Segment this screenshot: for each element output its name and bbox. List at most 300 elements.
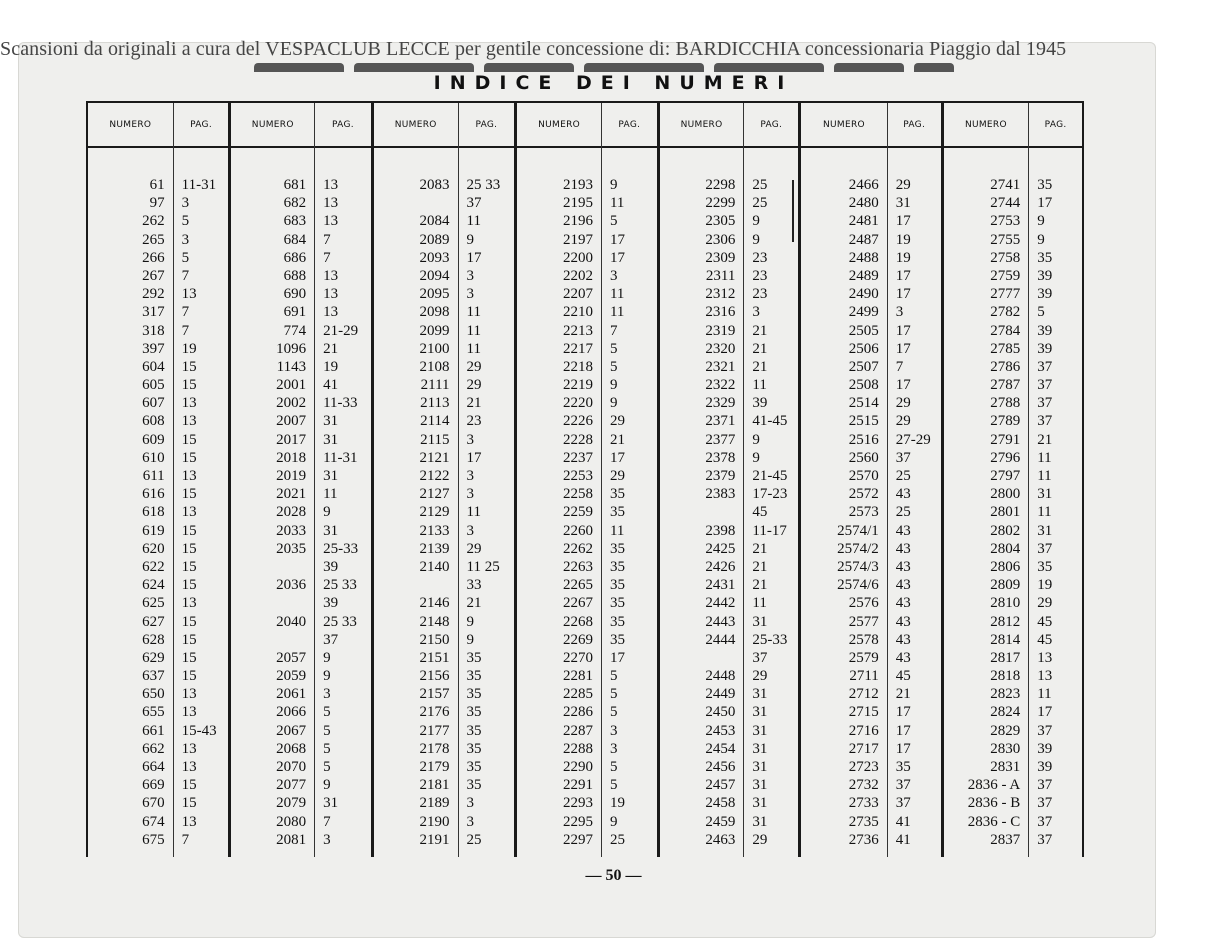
pag-cell: 15 <box>181 795 197 812</box>
numero-cell: 2139 <box>419 540 450 557</box>
pag-cell: 9 <box>1037 231 1045 248</box>
numero-cell: 670 <box>142 795 165 812</box>
numero-cell: 2070 <box>276 759 307 775</box>
numero-cell: 2218 <box>562 358 593 375</box>
pag-cell: 35 <box>1037 249 1053 266</box>
numero-cell: 650 <box>142 686 165 703</box>
numero-cell: 2079 <box>276 795 307 812</box>
numero-cell: 2191 <box>419 831 450 848</box>
pag-cell: 13 <box>181 686 197 703</box>
pag-cell: 37 <box>895 449 911 466</box>
pag-cell: 11 <box>609 304 625 321</box>
pag-cell: 13 <box>181 595 197 612</box>
numero-cell: 2735 <box>848 813 879 830</box>
pag-cell: 45 <box>1037 631 1053 648</box>
numero-cell: 2093 <box>419 249 450 266</box>
numero-cell: 2321 <box>705 358 736 375</box>
pag-cell: 37 <box>895 777 911 794</box>
pag-cell: 37 <box>1037 540 1053 557</box>
numero-cell: 2297 <box>562 831 593 848</box>
pag-cell: 5 <box>181 213 190 230</box>
numero-cell: 317 <box>142 304 165 321</box>
pag-cell: 13 <box>181 286 197 303</box>
numero-cell: 2574/6 <box>837 577 879 594</box>
pag-cell: 5 <box>609 340 618 357</box>
numero-cell: 2089 <box>419 231 450 248</box>
pag-cell: 7 <box>895 358 904 375</box>
numero-cell: 2036 <box>276 577 307 594</box>
numero-cell: 674 <box>142 813 165 830</box>
pag-cell: 21 <box>752 340 768 357</box>
numero-cell: 2220 <box>562 395 593 412</box>
pag-cell: 13 <box>323 195 339 212</box>
numero-cell: 2061 <box>276 686 307 703</box>
pag-cell: 43 <box>895 631 911 648</box>
pag-cell: 9 <box>323 668 331 685</box>
pag-cell: 15 <box>181 668 197 685</box>
pag-cell: 33 <box>466 577 482 594</box>
numero-cell: 2322 <box>705 377 736 394</box>
numero-cell: 2007 <box>276 413 307 430</box>
numero-cell: 2450 <box>705 704 736 721</box>
pag-cell: 13 <box>1037 668 1053 685</box>
pag-cell: 31 <box>752 613 768 630</box>
numero-header: NUMERO <box>517 103 601 148</box>
pag-cell: 37 <box>1037 795 1053 812</box>
pag-cell: 3 <box>466 468 475 484</box>
numero-cell: 2133 <box>419 522 450 539</box>
page-tab <box>714 63 824 72</box>
numero-cell: 2285 <box>562 686 593 703</box>
numero-cell: 2001 <box>276 377 307 394</box>
numero-cell: 2791 <box>990 431 1021 448</box>
pag-cell: 21 <box>1037 431 1053 448</box>
numero-cell: 2711 <box>849 668 879 685</box>
pag-cell: 11 <box>466 340 481 357</box>
pag-cell: 35 <box>609 595 625 612</box>
pag-cell: 3 <box>895 304 904 321</box>
pag-cell: 3 <box>466 795 475 812</box>
numero-cell: 2573 <box>848 504 879 521</box>
pag-cell: 11 <box>609 195 625 212</box>
numero-cell: 2715 <box>848 704 879 721</box>
numero-cell: 2080 <box>276 813 307 830</box>
numero-cell: 2449 <box>705 686 736 703</box>
pag-cell: 3 <box>323 831 331 848</box>
numero-cell: 627 <box>142 613 165 630</box>
numero-cell: 2837 <box>990 831 1021 848</box>
numero-cell: 2577 <box>848 613 879 630</box>
numero-cell: 2516 <box>848 431 879 448</box>
numero-cell: 691 <box>283 304 307 321</box>
numero-cell: 2329 <box>705 395 736 412</box>
numero-cell: 2733 <box>848 795 879 812</box>
numero-cell: 2759 <box>990 267 1021 284</box>
numero-cell: 2786 <box>990 358 1021 375</box>
pag-cell: 15 <box>181 777 197 794</box>
numero-cell: 2804 <box>990 540 1021 557</box>
pag-cell: 5 <box>323 722 331 739</box>
numero-cell: 2442 <box>705 595 736 612</box>
pag-cell: 37 <box>1037 777 1053 794</box>
numero-cell: 2425 <box>705 540 736 557</box>
numero-cell: 2095 <box>419 286 450 303</box>
pag-cell: 31 <box>752 777 768 794</box>
numero-cell: 2579 <box>848 649 879 666</box>
pag-cell: 13 <box>323 286 339 303</box>
numero-cell: 2196 <box>562 213 593 230</box>
pag-cell: 15 <box>181 486 197 503</box>
numero-cell: 2312 <box>705 286 736 303</box>
pag-cell: 25 33 <box>323 613 357 630</box>
numero-cell: 2836 - A <box>967 777 1021 794</box>
pag-cell: 15 <box>181 431 197 448</box>
pag-cell: 31 <box>752 759 768 775</box>
numero-cell: 2431 <box>705 577 736 594</box>
numero-cell: 2057 <box>276 649 307 666</box>
pag-cell: 13 <box>181 504 197 521</box>
pag-cell: 21 <box>752 540 768 557</box>
pag-cell: 29 <box>752 668 768 685</box>
numero-cell: 2499 <box>848 304 879 321</box>
numero-cell: 397 <box>142 340 165 357</box>
number-index-table <box>86 101 1084 857</box>
numero-cell: 2712 <box>848 686 879 703</box>
numero-cell: 2197 <box>562 231 593 248</box>
pag-cell: 25 33 <box>323 577 357 594</box>
numero-cell: 2111 <box>420 377 450 394</box>
pag-cell: 3 <box>752 304 760 321</box>
numero-cell: 622 <box>142 558 165 575</box>
numero-cell: 2507 <box>848 358 879 375</box>
numero-header: NUMERO <box>374 103 458 148</box>
numero-cell: 2157 <box>419 686 450 703</box>
pag-cell: 5 <box>609 358 618 375</box>
pag-cell: 5 <box>323 759 331 775</box>
pag-cell: 17 <box>466 449 482 466</box>
pag-cell: 17 <box>609 649 625 666</box>
pag-cell: 37 <box>1037 813 1053 830</box>
pag-cell: 17 <box>1037 195 1053 212</box>
numero-cell: 2083 <box>419 177 450 193</box>
numero-cell: 2574/2 <box>837 540 879 557</box>
pag-cell: 31 <box>323 468 339 484</box>
numero-column-3 <box>374 103 459 857</box>
numero-cell: 2217 <box>562 340 593 357</box>
pag-cell: 7 <box>323 813 331 830</box>
pag-cell: 35 <box>466 722 482 739</box>
numero-cell: 686 <box>283 249 307 266</box>
numero-cell: 2021 <box>276 486 307 503</box>
numero-column-7 <box>944 103 1030 857</box>
numero-cell: 2002 <box>276 395 307 412</box>
pag-cell: 15 <box>181 358 197 375</box>
numero-cell: 2099 <box>419 322 450 339</box>
numero-cell: 2179 <box>419 759 450 775</box>
numero-cell: 2489 <box>848 267 879 284</box>
numero-cell: 2298 <box>705 177 736 193</box>
pag-cell: 31 <box>752 686 768 703</box>
numero-cell: 629 <box>142 649 165 666</box>
numero-cell <box>374 194 458 212</box>
pag-cell: 3 <box>609 722 618 739</box>
pag-cell: 35 <box>609 613 625 630</box>
numero-cell: 664 <box>142 759 165 775</box>
pag-cell: 37 <box>1037 358 1053 375</box>
numero-cell: 2270 <box>562 649 593 666</box>
numero-cell: 2466 <box>848 177 879 193</box>
page-tab <box>254 63 344 72</box>
numero-cell: 2810 <box>990 595 1021 612</box>
numero-cell: 61 <box>149 177 165 193</box>
numero-cell <box>374 576 458 594</box>
pag-cell: 37 <box>1037 831 1053 848</box>
pag-cell: 11-17 <box>752 522 787 539</box>
numero-cell: 2508 <box>848 377 879 394</box>
pag-cell: 9 <box>466 613 475 630</box>
numero-cell: 2784 <box>990 322 1021 339</box>
numero-cell: 2121 <box>419 449 450 466</box>
pag-cell: 35 <box>609 540 625 557</box>
numero-cell: 262 <box>142 213 165 230</box>
pag-cell: 13 <box>323 267 339 284</box>
pag-cell: 39 <box>752 395 768 412</box>
numero-cell: 669 <box>142 777 165 794</box>
pag-cell: 11-31 <box>323 449 358 466</box>
pag-cell: 35 <box>466 649 482 666</box>
numero-cell: 2806 <box>990 558 1021 575</box>
pag-column-4 <box>602 103 660 857</box>
numero-cell: 2028 <box>276 504 307 521</box>
pag-cell: 9 <box>752 213 760 230</box>
numero-cell: 2019 <box>276 468 307 484</box>
numero-cell: 2801 <box>990 504 1021 521</box>
pag-cell: 21 <box>895 686 911 703</box>
pag-cell: 17 <box>609 231 625 248</box>
pag-cell: 17 <box>895 704 911 721</box>
numero-cell: 2797 <box>990 468 1021 484</box>
pag-cell: 11 <box>466 304 481 321</box>
numero-cell: 2291 <box>562 777 593 794</box>
numero-cell <box>231 594 314 612</box>
pag-cell: 27-29 <box>895 431 931 448</box>
numero-cell: 2809 <box>990 577 1021 594</box>
pag-cell: 37 <box>323 631 339 648</box>
numero-cell: 2831 <box>990 759 1021 775</box>
pag-column-6 <box>888 103 944 857</box>
numero-cell: 2267 <box>562 595 593 612</box>
pag-header: PAG. <box>1029 103 1082 148</box>
pag-cell: 15 <box>181 540 197 557</box>
numero-cell: 2514 <box>848 395 879 412</box>
numero-cell: 620 <box>142 540 165 557</box>
numero-cell: 2018 <box>276 449 307 466</box>
numero-cell: 2178 <box>419 740 450 757</box>
numero-cell: 2824 <box>990 704 1021 721</box>
numero-cell: 2213 <box>562 322 593 339</box>
pag-cell: 39 <box>1037 759 1053 775</box>
pag-cell: 23 <box>466 413 482 430</box>
pag-cell: 31 <box>752 704 768 721</box>
pag-cell: 31 <box>323 795 339 812</box>
pag-cell: 11 25 <box>466 558 500 575</box>
pag-cell: 17 <box>466 249 482 266</box>
numero-cell: 2311 <box>705 267 736 284</box>
pag-cell: 17-23 <box>752 486 788 503</box>
numero-cell: 2269 <box>562 631 593 648</box>
pag-cell: 39 <box>323 595 339 612</box>
pag-cell: 39 <box>1037 286 1053 303</box>
pag-cell: 29 <box>609 413 625 430</box>
pag-cell: 3 <box>181 231 190 248</box>
pag-cell: 9 <box>323 504 331 521</box>
pag-cell: 19 <box>895 231 911 248</box>
numero-cell: 2094 <box>419 267 450 284</box>
numero-cell: 2077 <box>276 777 307 794</box>
pag-cell: 5 <box>181 249 190 266</box>
pag-cell: 35 <box>466 740 482 757</box>
numero-cell: 2268 <box>562 613 593 630</box>
pag-cell: 11 <box>1037 468 1052 484</box>
numero-cell: 2448 <box>705 668 736 685</box>
pag-cell: 21 <box>466 595 482 612</box>
numero-cell: 625 <box>142 595 165 612</box>
pag-cell: 9 <box>752 431 760 448</box>
numero-cell: 2789 <box>990 413 1021 430</box>
pag-cell: 41 <box>895 813 911 830</box>
pag-header: PAG. <box>174 103 229 148</box>
pag-cell: 13 <box>323 304 339 321</box>
numero-cell: 2108 <box>419 358 450 375</box>
numero-cell: 2286 <box>562 704 593 721</box>
numero-cell: 2202 <box>562 267 593 284</box>
numero-cell: 2146 <box>419 595 450 612</box>
pag-cell: 17 <box>895 267 911 284</box>
numero-cell: 2398 <box>705 522 736 539</box>
pag-cell: 35 <box>609 558 625 575</box>
numero-cell: 2150 <box>419 631 450 648</box>
numero-cell: 265 <box>142 231 165 248</box>
numero-cell <box>660 503 744 521</box>
pag-cell: 11 <box>752 377 767 394</box>
numero-cell: 2817 <box>990 649 1021 666</box>
pag-cell: 37 <box>1037 377 1053 394</box>
page-number: — 50 — <box>585 867 642 884</box>
numero-cell: 2463 <box>705 831 736 848</box>
numero-cell: 2377 <box>705 431 736 448</box>
pag-cell: 7 <box>609 322 618 339</box>
numero-cell: 688 <box>283 267 307 284</box>
pag-cell: 21-29 <box>323 322 359 339</box>
pag-cell: 21 <box>466 395 482 412</box>
numero-cell: 2802 <box>990 522 1021 539</box>
pag-cell: 41 <box>323 377 339 394</box>
pag-cell: 39 <box>1037 322 1053 339</box>
numero-header: NUMERO <box>231 103 314 148</box>
numero-cell: 2814 <box>990 631 1021 648</box>
pag-cell: 21 <box>752 558 768 575</box>
pag-header: PAG. <box>888 103 941 148</box>
numero-cell: 609 <box>142 431 165 448</box>
numero-cell: 684 <box>283 231 307 248</box>
numero-cell: 2195 <box>562 195 593 212</box>
numero-cell: 2148 <box>419 613 450 630</box>
numero-cell: 2316 <box>705 304 736 321</box>
scan-credit: Scansioni da originali a cura del VESPACLUB LECCE per gentile concessione di: BARDICCHIA concessionaria Piaggio dal 1945 <box>0 38 1067 60</box>
numero-cell: 2459 <box>705 813 736 830</box>
numero-cell: 2288 <box>562 740 593 757</box>
pag-cell: 13 <box>181 704 197 721</box>
pag-cell: 15 <box>181 649 197 666</box>
numero-cell: 2035 <box>276 540 307 557</box>
pag-column-1 <box>174 103 232 857</box>
pag-cell: 9 <box>1037 213 1045 230</box>
pag-cell: 37 <box>1037 722 1053 739</box>
numero-cell: 2067 <box>276 722 307 739</box>
pag-cell: 11 <box>466 322 481 339</box>
pag-cell: 43 <box>895 577 911 594</box>
pag-cell: 39 <box>1037 340 1053 357</box>
numero-cell: 2190 <box>419 813 450 830</box>
numero-cell: 2113 <box>420 395 450 412</box>
pag-cell: 29 <box>895 413 911 430</box>
pag-cell: 43 <box>895 595 911 612</box>
pag-cell: 25 <box>609 831 625 848</box>
pag-cell: 25-33 <box>752 631 788 648</box>
pag-cell: 35 <box>609 577 625 594</box>
numero-cell: 675 <box>142 831 165 848</box>
pag-header: PAG. <box>315 103 371 148</box>
pag-cell: 29 <box>466 540 482 557</box>
pag-header: PAG. <box>744 103 798 148</box>
numero-cell: 2785 <box>990 340 1021 357</box>
numero-cell: 2127 <box>419 486 450 503</box>
pag-cell: 15 <box>181 449 197 466</box>
numero-cell: 2456 <box>705 759 736 775</box>
pag-cell: 25 <box>895 504 911 521</box>
numero-cell: 2836 - B <box>967 795 1021 812</box>
pag-cell: 35 <box>466 777 482 794</box>
pag-cell: 11 <box>1037 686 1052 703</box>
pag-cell: 25 <box>895 468 911 484</box>
numero-cell: 318 <box>142 322 165 339</box>
numero-header: NUMERO <box>660 103 744 148</box>
pag-cell: 9 <box>323 649 331 666</box>
pag-cell: 9 <box>752 449 760 466</box>
pag-cell: 29 <box>466 377 482 394</box>
numero-cell: 2219 <box>562 377 593 394</box>
pag-cell: 7 <box>323 231 331 248</box>
pag-cell: 41-45 <box>752 413 788 430</box>
pag-cell: 3 <box>609 740 618 757</box>
pag-cell: 21 <box>752 358 768 375</box>
numero-cell: 2263 <box>562 558 593 575</box>
pag-cell: 5 <box>609 777 618 794</box>
numero-cell: 266 <box>142 249 165 266</box>
pag-cell: 9 <box>323 777 331 794</box>
numero-cell: 2574/3 <box>837 558 879 575</box>
pag-cell: 5 <box>323 704 331 721</box>
numero-cell: 2320 <box>705 340 736 357</box>
numero-cell: 628 <box>142 631 165 648</box>
numero-cell: 2753 <box>990 213 1021 230</box>
pag-cell: 31 <box>752 795 768 812</box>
numero-cell: 2736 <box>848 831 879 848</box>
numero-cell: 2426 <box>705 558 736 575</box>
pag-cell: 19 <box>1037 577 1053 594</box>
numero-cell: 2490 <box>848 286 879 303</box>
pag-cell: 13 <box>181 468 197 484</box>
